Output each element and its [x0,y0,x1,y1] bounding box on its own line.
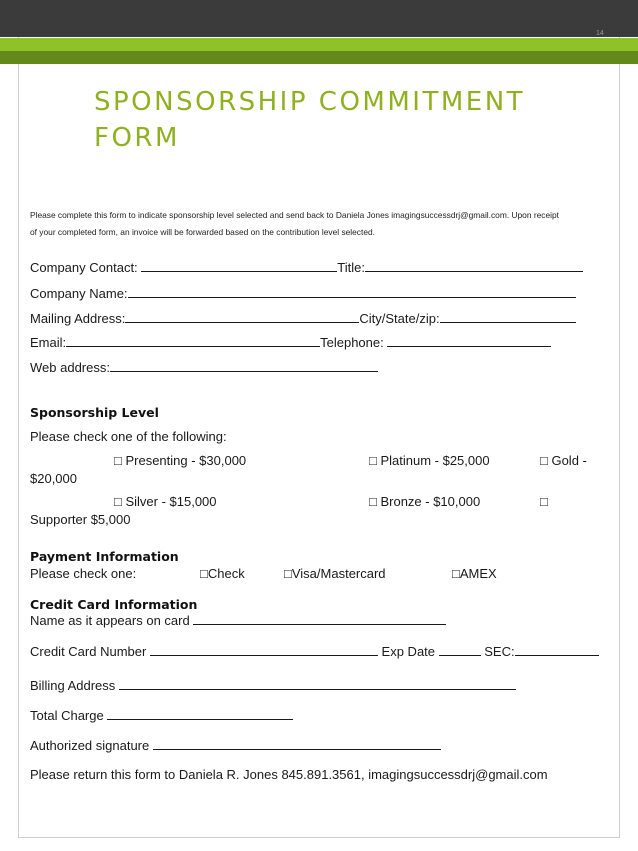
payment-instruction: Please check one: [30,566,137,581]
option-supporter-label: Supporter $5,000 [30,512,131,527]
city-state-zip-field[interactable] [440,310,576,323]
email-row [30,334,551,350]
return-instructions: Please return this form to Daniela R. Jones 845.891.3561, imagingsuccessdrj@gmail.com [30,767,548,782]
mailing-address-field[interactable] [125,310,359,323]
header-green-bar-dark [0,51,638,64]
option-presenting[interactable]: □ Presenting - $30,000 [114,453,247,468]
email-field[interactable] [66,334,320,347]
total-charge-label: Total Charge [30,708,108,723]
name-on-card-label: Name as it appears on card [30,613,194,628]
exp-date-field[interactable] [439,643,481,656]
company-contact-label: Company Contact: [30,260,142,275]
company-contact-field[interactable] [141,259,337,272]
mailing-address-row [30,310,576,326]
company-name-row [30,285,576,301]
payment-amex-option[interactable]: □AMEX [452,566,497,581]
name-on-card-row [30,612,446,628]
total-charge-row [30,707,293,723]
authorized-signature-field[interactable] [153,737,441,750]
option-bronze[interactable]: □ Bronze - $10,000 [369,494,481,509]
city-state-zip-label: City/State/zip: [359,311,440,326]
title-label: Title: [337,260,365,275]
billing-address-label: Billing Address [30,678,119,693]
authorized-signature-label: Authorized signature [30,738,153,753]
form-title [94,84,525,156]
payment-information-heading: Payment Information [30,549,179,564]
web-address-field[interactable] [110,359,378,372]
credit-card-heading: Credit Card Information [30,597,198,612]
authorized-signature-row [30,737,441,753]
intro-paragraph [30,207,610,241]
card-number-label: Credit Card Number [30,644,150,659]
web-address-row [30,359,378,375]
option-gold[interactable]: □ Gold - [540,453,587,468]
option-silver[interactable]: □ Silver - $15,000 [114,494,217,509]
company-name-field[interactable] [128,285,576,298]
option-supporter-checkbox[interactable]: □ [540,494,548,509]
intro-line-2: of your completed form, an invoice will be forwarded based on the contribution level selected. [30,227,375,237]
sponsorship-instruction: Please check one of the following: [30,429,227,444]
header-dark-band [0,0,638,37]
exp-date-label: Exp Date [377,644,439,659]
company-contact-row [30,259,583,275]
title-field[interactable] [365,259,583,272]
telephone-field[interactable] [387,334,551,347]
card-number-field[interactable] [150,643,378,656]
sec-field[interactable] [515,643,599,656]
form-title-line-1: SPONSORSHIP COMMITMENT [94,87,526,117]
name-on-card-field[interactable] [193,612,446,625]
telephone-label: Telephone: [320,335,388,350]
billing-address-row [30,677,516,693]
billing-address-field[interactable] [119,677,516,690]
payment-check-option[interactable]: □Check [200,566,245,581]
sec-label: SEC: [480,644,515,659]
intro-line-1: Please complete this form to indicate sponsorship level selected and send back to Daniela Jones imagingsuccessdrj@gmail.com. Upon receipt [30,210,559,220]
sponsorship-level-heading: Sponsorship Level [30,405,159,420]
page-number: 14 [596,30,604,37]
header-green-bar-light [0,38,638,51]
web-address-label: Web address: [30,360,110,375]
payment-visa-option[interactable]: □Visa/Mastercard [284,566,386,581]
email-label: Email: [30,335,67,350]
form-title-line-2: FORM [94,123,180,153]
option-platinum[interactable]: □ Platinum - $25,000 [369,453,490,468]
mailing-address-label: Mailing Address: [30,311,126,326]
option-gold-amount: $20,000 [30,471,77,486]
company-name-label: Company Name: [30,286,128,301]
total-charge-field[interactable] [107,707,293,720]
card-number-row [30,643,599,659]
